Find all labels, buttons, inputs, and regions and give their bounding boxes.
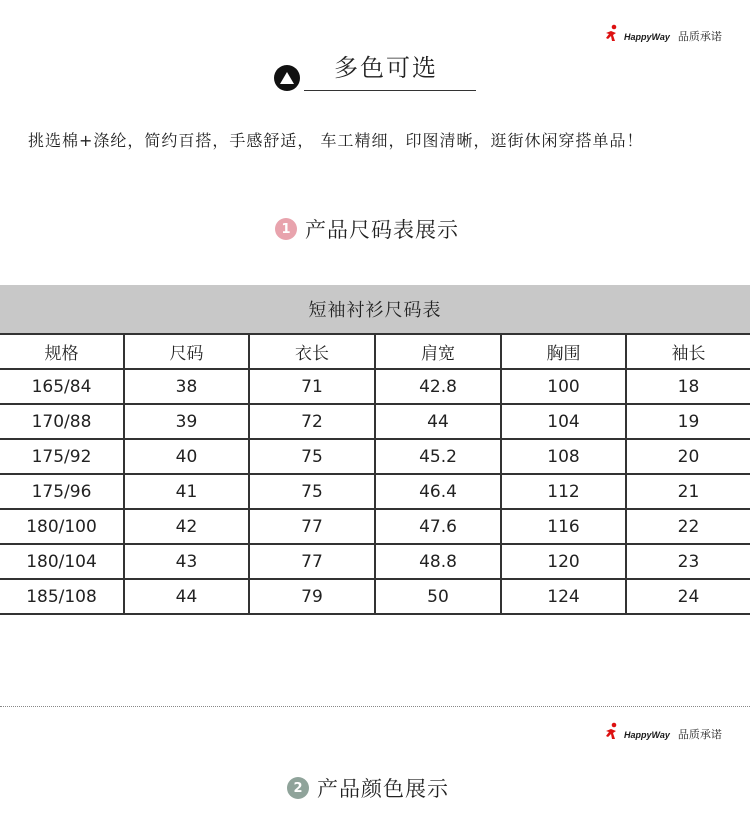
dotted-divider xyxy=(0,706,750,707)
size-table-header-row xyxy=(0,334,750,369)
section-2-number-badge: 2 xyxy=(287,777,309,799)
brand-slogan: 品质承诺 xyxy=(677,30,722,43)
header-length: 衣长 xyxy=(249,334,375,369)
product-description: 挑选棉+涤纶，简约百搭，手感舒适， 车工精细，印图清晰，逛街休闲穿搭单品！ xyxy=(28,131,644,150)
section-2-title: 产品颜色展示 xyxy=(317,777,449,801)
cell-chest: 108 xyxy=(501,439,626,474)
cell-chest: 104 xyxy=(501,404,626,439)
cell-chest: 112 xyxy=(501,474,626,509)
brand-slogan: 品质承诺 xyxy=(677,728,722,741)
cell-sleeve: 23 xyxy=(626,544,750,579)
brand-bottom xyxy=(604,720,722,744)
header-sleeve: 袖长 xyxy=(626,334,750,369)
section-1-title: 产品尺码表展示 xyxy=(305,218,459,242)
section-2-heading xyxy=(287,773,449,803)
table-row xyxy=(0,474,750,509)
table-row xyxy=(0,404,750,439)
header-shoulder: 肩宽 xyxy=(375,334,501,369)
color-section-title: 多色可选 xyxy=(334,54,438,82)
section-1-number-badge: 1 xyxy=(275,218,297,240)
table-row xyxy=(0,579,750,614)
brand-logo-text: HappyWay xyxy=(624,730,670,740)
cell-sleeve: 22 xyxy=(626,509,750,544)
brand-logo-text: HappyWay xyxy=(624,32,670,42)
cell-spec: 185/108 xyxy=(0,579,124,614)
cell-size: 39 xyxy=(124,404,249,439)
section-1-heading xyxy=(275,214,459,244)
cell-spec: 165/84 xyxy=(0,369,124,404)
cell-chest: 124 xyxy=(501,579,626,614)
happyway-logo-icon xyxy=(604,24,620,44)
cell-sleeve: 21 xyxy=(626,474,750,509)
multicolor-icon xyxy=(274,65,300,91)
cell-shoulder: 42.8 xyxy=(375,369,501,404)
cell-size: 38 xyxy=(124,369,249,404)
cell-size: 42 xyxy=(124,509,249,544)
cell-chest: 116 xyxy=(501,509,626,544)
triangle-icon xyxy=(280,72,294,84)
cell-chest: 120 xyxy=(501,544,626,579)
cell-length: 71 xyxy=(249,369,375,404)
cell-shoulder: 50 xyxy=(375,579,501,614)
cell-spec: 180/104 xyxy=(0,544,124,579)
cell-shoulder: 46.4 xyxy=(375,474,501,509)
cell-spec: 175/96 xyxy=(0,474,124,509)
table-row xyxy=(0,369,750,404)
cell-shoulder: 44 xyxy=(375,404,501,439)
cell-shoulder: 45.2 xyxy=(375,439,501,474)
cell-length: 72 xyxy=(249,404,375,439)
cell-length: 79 xyxy=(249,579,375,614)
table-row xyxy=(0,509,750,544)
cell-spec: 170/88 xyxy=(0,404,124,439)
cell-chest: 100 xyxy=(501,369,626,404)
brand-top xyxy=(604,22,722,46)
cell-length: 77 xyxy=(249,509,375,544)
cell-spec: 180/100 xyxy=(0,509,124,544)
cell-length: 75 xyxy=(249,439,375,474)
title-underline xyxy=(304,90,476,91)
cell-length: 77 xyxy=(249,544,375,579)
cell-sleeve: 24 xyxy=(626,579,750,614)
cell-size: 40 xyxy=(124,439,249,474)
size-table xyxy=(0,333,750,615)
cell-size: 43 xyxy=(124,544,249,579)
cell-size: 41 xyxy=(124,474,249,509)
cell-spec: 175/92 xyxy=(0,439,124,474)
cell-size: 44 xyxy=(124,579,249,614)
cell-sleeve: 20 xyxy=(626,439,750,474)
header-chest: 胸围 xyxy=(501,334,626,369)
cell-sleeve: 18 xyxy=(626,369,750,404)
cell-length: 75 xyxy=(249,474,375,509)
size-table-caption: 短袖衬衫尺码表 xyxy=(0,285,750,333)
cell-sleeve: 19 xyxy=(626,404,750,439)
header-size: 尺码 xyxy=(124,334,249,369)
table-row xyxy=(0,439,750,474)
happyway-logo-icon xyxy=(604,722,620,742)
cell-shoulder: 48.8 xyxy=(375,544,501,579)
header-spec: 规格 xyxy=(0,334,124,369)
size-table-block xyxy=(0,285,750,615)
table-row xyxy=(0,544,750,579)
cell-shoulder: 47.6 xyxy=(375,509,501,544)
